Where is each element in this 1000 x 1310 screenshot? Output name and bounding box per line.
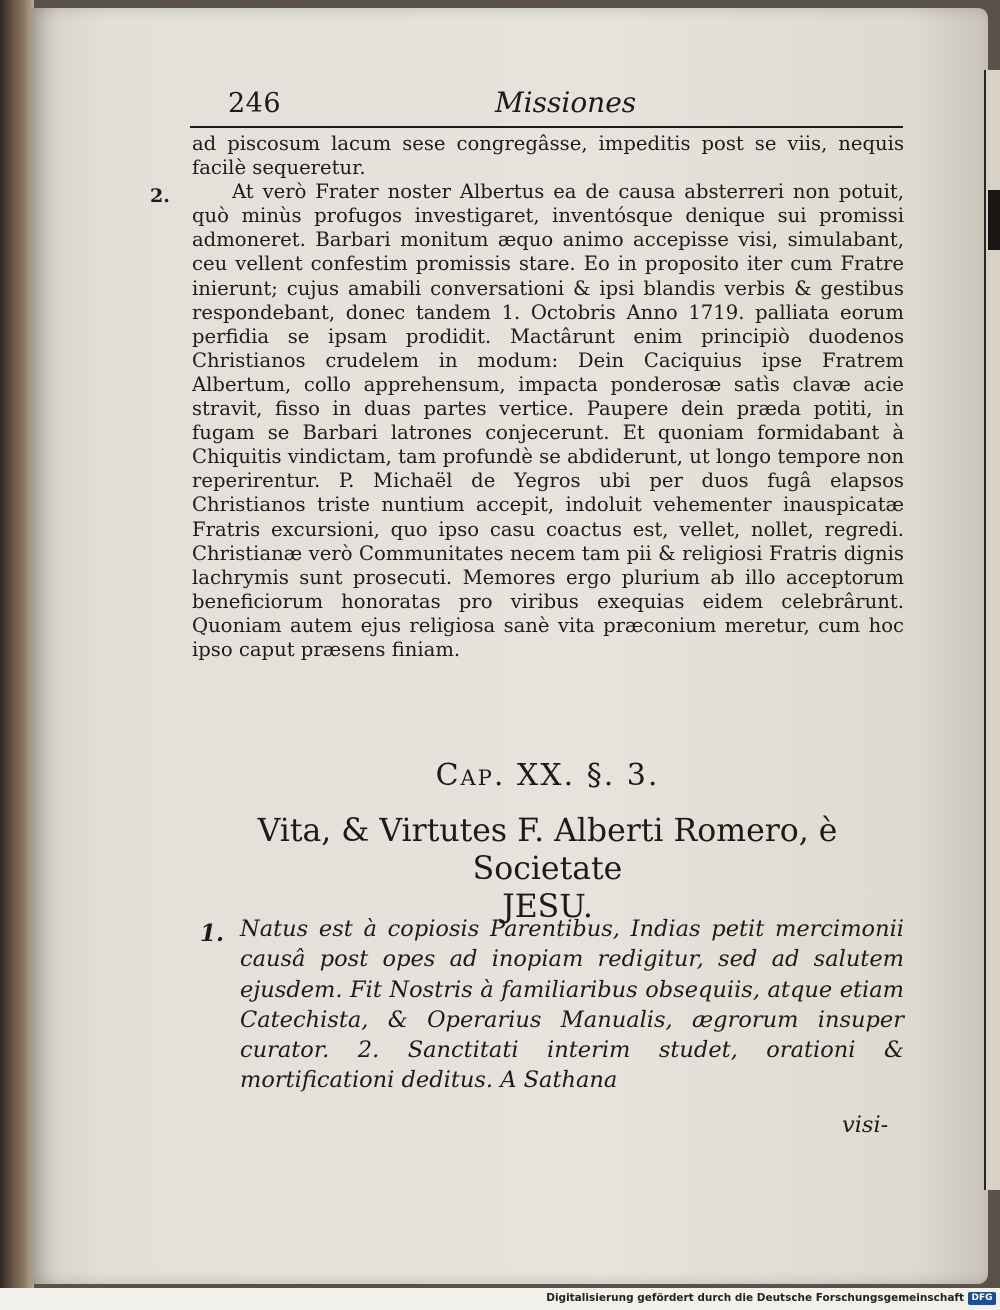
facing-page-edge xyxy=(984,70,1000,1190)
footer-credit: Digitalisierung gefördert durch die Deutsche Forschungsgemeinschaft xyxy=(546,1292,964,1304)
paragraph-number: 2. xyxy=(150,185,170,207)
paragraph-1: ad piscosum lacum sese congregâsse, impeditis post se viis, nequis facilè sequeretur. xyxy=(192,132,904,180)
running-title: Missiones xyxy=(495,86,637,119)
chapter-title-line-2: JESU. xyxy=(502,889,593,925)
facing-page-print-fragment xyxy=(988,190,1000,250)
book-spine-edge xyxy=(0,0,34,1288)
chapter-summary: Natus est à copiosis Parentibus, Indias petit mercimonii causâ post opes ad inopiam redigitur, sed ad salutem ejusdem. Fit Nostris à familiaribus obsequiis, atque etiam Catechista, & Operarius Manualis, ægrorum insuper curator. 2. Sanctitati interim studet, orationi & mortificationi deditus. A Sathana xyxy=(240,916,904,1094)
page-number: 246 xyxy=(228,88,282,119)
summary-number: 1. xyxy=(200,920,225,947)
catchword: visi- xyxy=(842,1112,889,1138)
header-rule xyxy=(190,126,903,128)
digitization-footer xyxy=(0,1288,1000,1310)
chapter-title xyxy=(190,812,905,926)
paragraph-2: At verò Frater noster Albertus ea de causa absterreri non potuit, quò minùs profugos investigaret, inventósque denique sui promissi admoneret. Barbari monitum æquo animo accepisse visi, simulabant, ceu vellent confestim promissis stare. Eo in proposito iter cum Fratre inierunt; cujus amabili conversationi & ipsi blandis verbis & gestibus respondebant, donec tandem 1. Octobris Anno 1719. palliata eorum perfidia se ipsam prodidit. Mactârunt enim principiò duodenos Christianos crudelem in modum: Dein Caciquius ipse Fratrem Albertum, collo apprehensum, impacta ponderosæ satìs clavæ acie stravit, fisso in duas partes vertice. Paupere dein præda potiti, in fugam se Barbari latrones conjecerunt. Et quoniam formidabant à Chiquitis vindictam, tam profundè se abdiderunt, ut longo tempore non reperirentur. P. Michaël de Yegros ubi per duos fugâ elapsos Christianos triste nuntium accepit, indoluit vehementer inauspicatæ Fratris excursioni, quo ipso casu coactus est, vellet, nollet, regredi. Christianæ verò Communitates necem tam pii & religiosi Fratris dignis lachrymis sunt prosecuti. Memores ergo plurium ab illo acceptorum beneficiorum honoratas pro viribus exequias eidem celebrârunt. Quoniam autem ejus religiosa sanè vita præconium meretur, cum hoc ipso caput præsens finiam. xyxy=(192,180,904,661)
chapter-title-line-1: Vita, & Virtutes F. Alberti Romero, è Societate xyxy=(257,813,838,887)
dfg-logo: DFG xyxy=(968,1292,996,1305)
chapter-heading: Cap. XX. §. 3. xyxy=(435,758,660,793)
body-text xyxy=(192,132,904,682)
page-header xyxy=(190,86,905,126)
